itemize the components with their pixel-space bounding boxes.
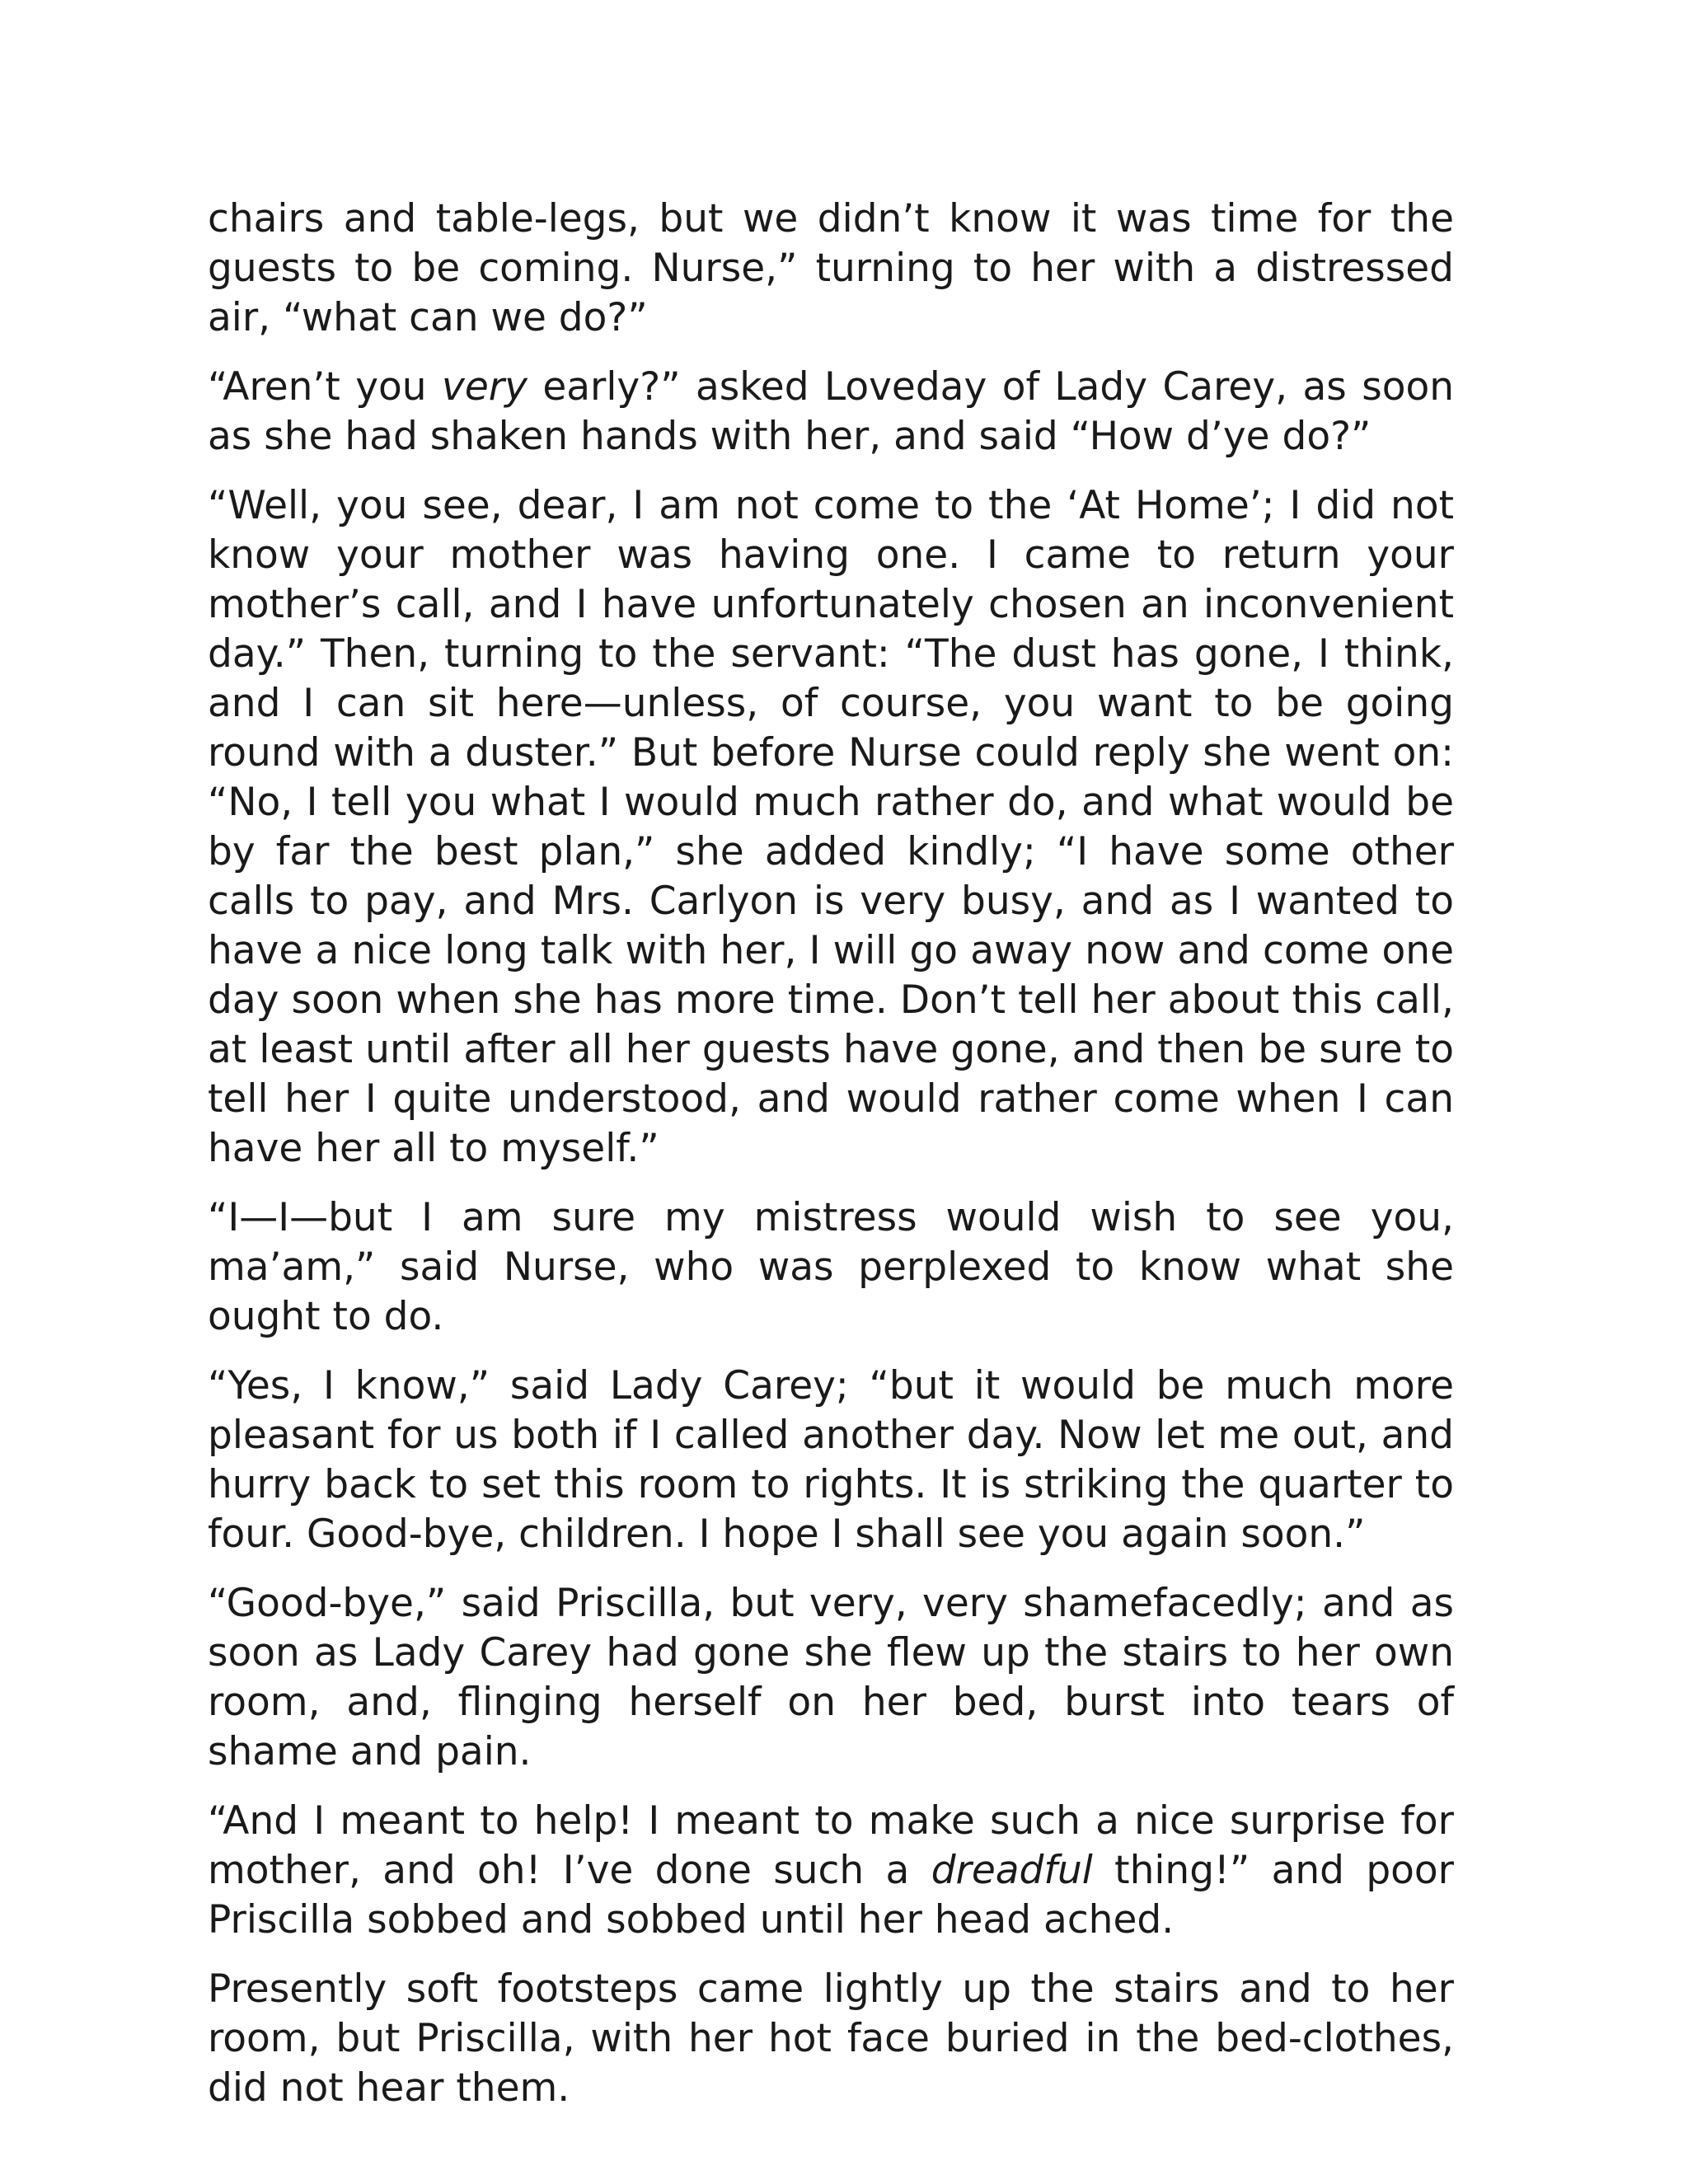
paragraph (208, 1965, 1454, 2113)
paragraph (208, 363, 1454, 462)
paragraph (208, 1797, 1454, 1945)
text-run: “Yes, I know,” said Lady Carey; “but it would be much more pleasant for us both if I called another day. Now let me out, and hurry back to set this room to rights. It is striking the quarter to four. Good-bye, children. I hope I shall see you again soon.” (208, 1363, 1454, 1557)
text-run: Presently soft footsteps came lightly up the stairs and to her room, but Priscilla, with her hot face buried in the bed-clothes, did not hear them. (208, 1966, 1454, 2111)
paragraph (208, 1193, 1454, 1342)
paragraph (208, 481, 1454, 1174)
paragraph (208, 1579, 1454, 1777)
text-run: thing!” and poor Priscilla sobbed and sobbed until her head ached. (208, 1848, 1455, 1943)
italic-text: dreadful (931, 1848, 1093, 1893)
text-run: early?” asked Loveday of Lady Carey, as soon as she had shaken hands with her, and said “How d’ye do?” (208, 364, 1454, 459)
paragraph (208, 1361, 1454, 1559)
text-run: “Good-bye,” said Priscilla, but very, very shamefacedly; and as soon as Lady Carey had gone she flew up the stairs to her own room, and, flinging herself on her bed, burst into tears of shame and pain. (208, 1581, 1454, 1774)
italic-text: very (442, 364, 528, 410)
paragraph (208, 194, 1454, 343)
text-run: “Well, you see, dear, I am not come to the ‘At Home’; I did not know your mother was having one. I came to return your mother’s call, and I have unfortunately chosen an inconvenient day.” Then, turning to the servant: “The dust has gone, I think, and I can sit here—unless, of course, you want to be going round with a duster.” But before Nurse could reply she went on: “No, I tell you what I would much rather do, and what would be by far the best plan,” she added kindly; “I have some other calls to pay, and Mrs. Carlyon is very busy, and as I wanted to have a nice long talk with her, I will go away now and come one day soon when she has more time. Don’t tell her about this call, at least until after all her guests have gone, and then be sure to tell her I quite understood, and would rather come when I can have her all to myself.” (208, 483, 1454, 1171)
text-run: chairs and table-legs, but we didn’t know it was time for the guests to be coming. Nurse,” turning to her with a distressed air, “what can we do?” (208, 196, 1454, 340)
document-page (208, 194, 1454, 2133)
body-text (208, 194, 1454, 2113)
text-run: “I—I—but I am sure my mistress would wish to see you, ma’am,” said Nurse, who was perplexed to know what she ought to do. (208, 1195, 1454, 1339)
text-run: “Aren’t you (208, 364, 443, 410)
text-run: “And I meant to help! I meant to make such a nice surprise for mother, and oh! I’ve done such a (208, 1798, 1454, 1893)
